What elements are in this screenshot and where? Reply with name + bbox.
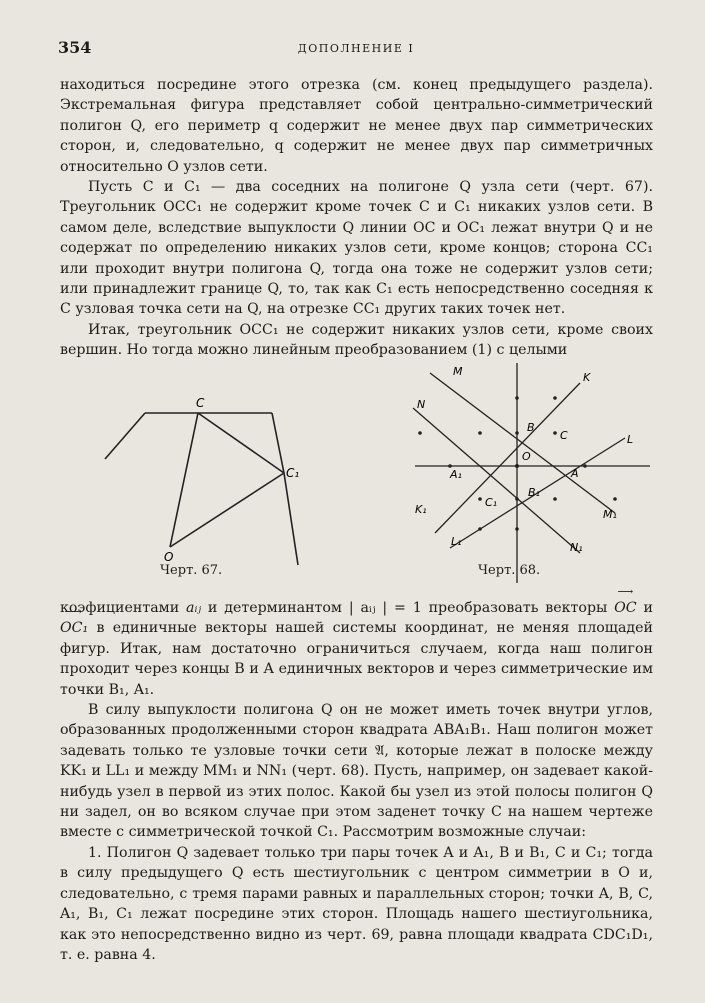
lattice-node bbox=[515, 431, 519, 435]
label-c: C bbox=[196, 396, 205, 410]
lattice-node bbox=[553, 396, 557, 400]
figure-68 bbox=[405, 363, 655, 583]
label-a1: A₁ bbox=[450, 468, 462, 481]
label-o: O bbox=[164, 550, 174, 564]
paragraph: 1. Полигон Q задевает только три пары точек A и A₁, B и B₁, C и C₁; тогда в силу предыдущего Q есть шестиугольник с центром симметрии в O и, следовательно, с тремя парами равных и параллельных сторон; точки A, B, C, A₁, B₁, C₁ лежат посредине этих сторон. Площадь нашего шестиугольника, как это непосредственно видно из черт. 69, равна площади квадрата CDC₁D₁, т. е. равна 4. bbox=[60, 844, 653, 963]
math-aij: aᵢⱼ bbox=[186, 600, 202, 616]
label-c1: C₁ bbox=[286, 466, 300, 480]
lattice-node bbox=[613, 497, 617, 501]
label-a: A bbox=[571, 467, 579, 480]
label-m: M bbox=[453, 365, 463, 378]
label-k1: K₁ bbox=[415, 503, 427, 516]
page-header bbox=[58, 38, 654, 62]
paragraph: В силу выпуклости полигона Q он не может иметь точек внутри углов, образованных продолженными сторон квадрата ABA₁B₁. Наш полигон может задевать только те узловые точки сети 𝔄, которые лежат в полоске между KK₁ и LL₁ и между MM₁ и NN₁ (черт. 68). Пусть, например, он задевает какой-нибудь узел в первой из этих полос. Какой бы узел из этой полосы полигон Q ни задел, он во всяком случае при этом заденет точку C на нашем чертеже вместе с симметрической точкой C₁. Рассмотрим возможные случаи: bbox=[60, 702, 653, 841]
label-c1: C₁ bbox=[485, 496, 498, 509]
segment-cc1 bbox=[198, 413, 284, 473]
figure-68-caption: Черт. 68. bbox=[478, 563, 541, 578]
label-l: L bbox=[627, 433, 634, 446]
lattice-node bbox=[553, 497, 557, 501]
label-o: O bbox=[522, 450, 531, 463]
label-n: N bbox=[417, 398, 426, 411]
running-title: ДОПОЛНЕНИЕ I bbox=[297, 42, 415, 55]
text-run: в единичные векторы нашей системы координат, не меняя площадей фигур. Итак, нам достаточно ограничиться случаем, когда наш полигон проходит через концы B и A единичных векторов и через симметрические им точки B₁, A₁. bbox=[60, 620, 653, 698]
label-l1: L₁ bbox=[451, 535, 462, 548]
lattice-node bbox=[418, 431, 422, 435]
lattice-node bbox=[515, 527, 519, 531]
label-n1: N₁ bbox=[570, 541, 583, 554]
page-number: 354 bbox=[58, 38, 92, 57]
lattice-node bbox=[583, 464, 587, 468]
label-k: K bbox=[583, 371, 591, 384]
label-b: B bbox=[527, 421, 535, 434]
text-run: коэфициентами bbox=[60, 600, 186, 616]
strip-line-kk1 bbox=[435, 383, 580, 533]
polygon-side bbox=[284, 473, 298, 565]
text-run: и детерминантом | aᵢⱼ | = 1 преобразовать векторы bbox=[201, 600, 615, 616]
figure-67-caption: Черт. 67. bbox=[160, 563, 223, 578]
figure-67 bbox=[100, 395, 320, 580]
paragraph bbox=[60, 598, 653, 700]
label-b1: B₁ bbox=[528, 486, 540, 499]
lattice-node bbox=[515, 396, 519, 400]
paragraph: Пусть C и C₁ — два соседних на полигоне Q узла сети (черт. 67). Треугольник OCC₁ не содержит кроме точек C и C₁ никаких узлов сети. В самом деле, вследствие выпуклости Q линии OC и OC₁ лежат внутри Q и не содержат по определению никаких узлов сети, кроме концов; сторона CC₁ или проходит внутри полигона Q, тогда она тоже не содержит узлов сети; или принадлежит границе Q, то, так как C₁ есть непосредственно соседняя к C узловая точка сети на Q, на отрезке CC₁ других таких точек нет. bbox=[60, 179, 653, 318]
polygon-side bbox=[272, 413, 284, 473]
label-c: C bbox=[560, 429, 568, 442]
lattice-node bbox=[478, 497, 482, 501]
lattice-node bbox=[478, 527, 482, 531]
label-m1: M₁ bbox=[603, 508, 617, 521]
lattice-node bbox=[515, 464, 519, 468]
lattice-node bbox=[515, 497, 519, 501]
vector-oc1: ⟶ OC₁ bbox=[60, 618, 88, 638]
lattice-node bbox=[553, 431, 557, 435]
vector-oc: ⟶ OC bbox=[614, 598, 637, 618]
paragraph: Итак, треугольник OCC₁ не содержит никаких узлов сети, кроме своих вершин. Но тогда можно линейным преобразованием (1) с целыми bbox=[60, 321, 653, 359]
text-run: и bbox=[643, 600, 653, 616]
polygon-side bbox=[105, 413, 145, 459]
paragraph: находиться посредине этого отрезка (см. конец предыдущего раздела). Экстремальная фигура представляет собой центрально-симметрический полигон Q, его периметр q содержит не менее двух пар симметрических сторон, и, следовательно, q содержит не менее двух пар симметричных относительно O узлов сети. bbox=[60, 77, 653, 175]
strip-line-nn1 bbox=[413, 408, 580, 553]
segment-oc bbox=[170, 413, 198, 547]
text-block-top bbox=[60, 75, 653, 361]
text-block-bottom bbox=[60, 598, 653, 965]
lattice-node bbox=[478, 431, 482, 435]
segment-oc1 bbox=[170, 473, 284, 547]
